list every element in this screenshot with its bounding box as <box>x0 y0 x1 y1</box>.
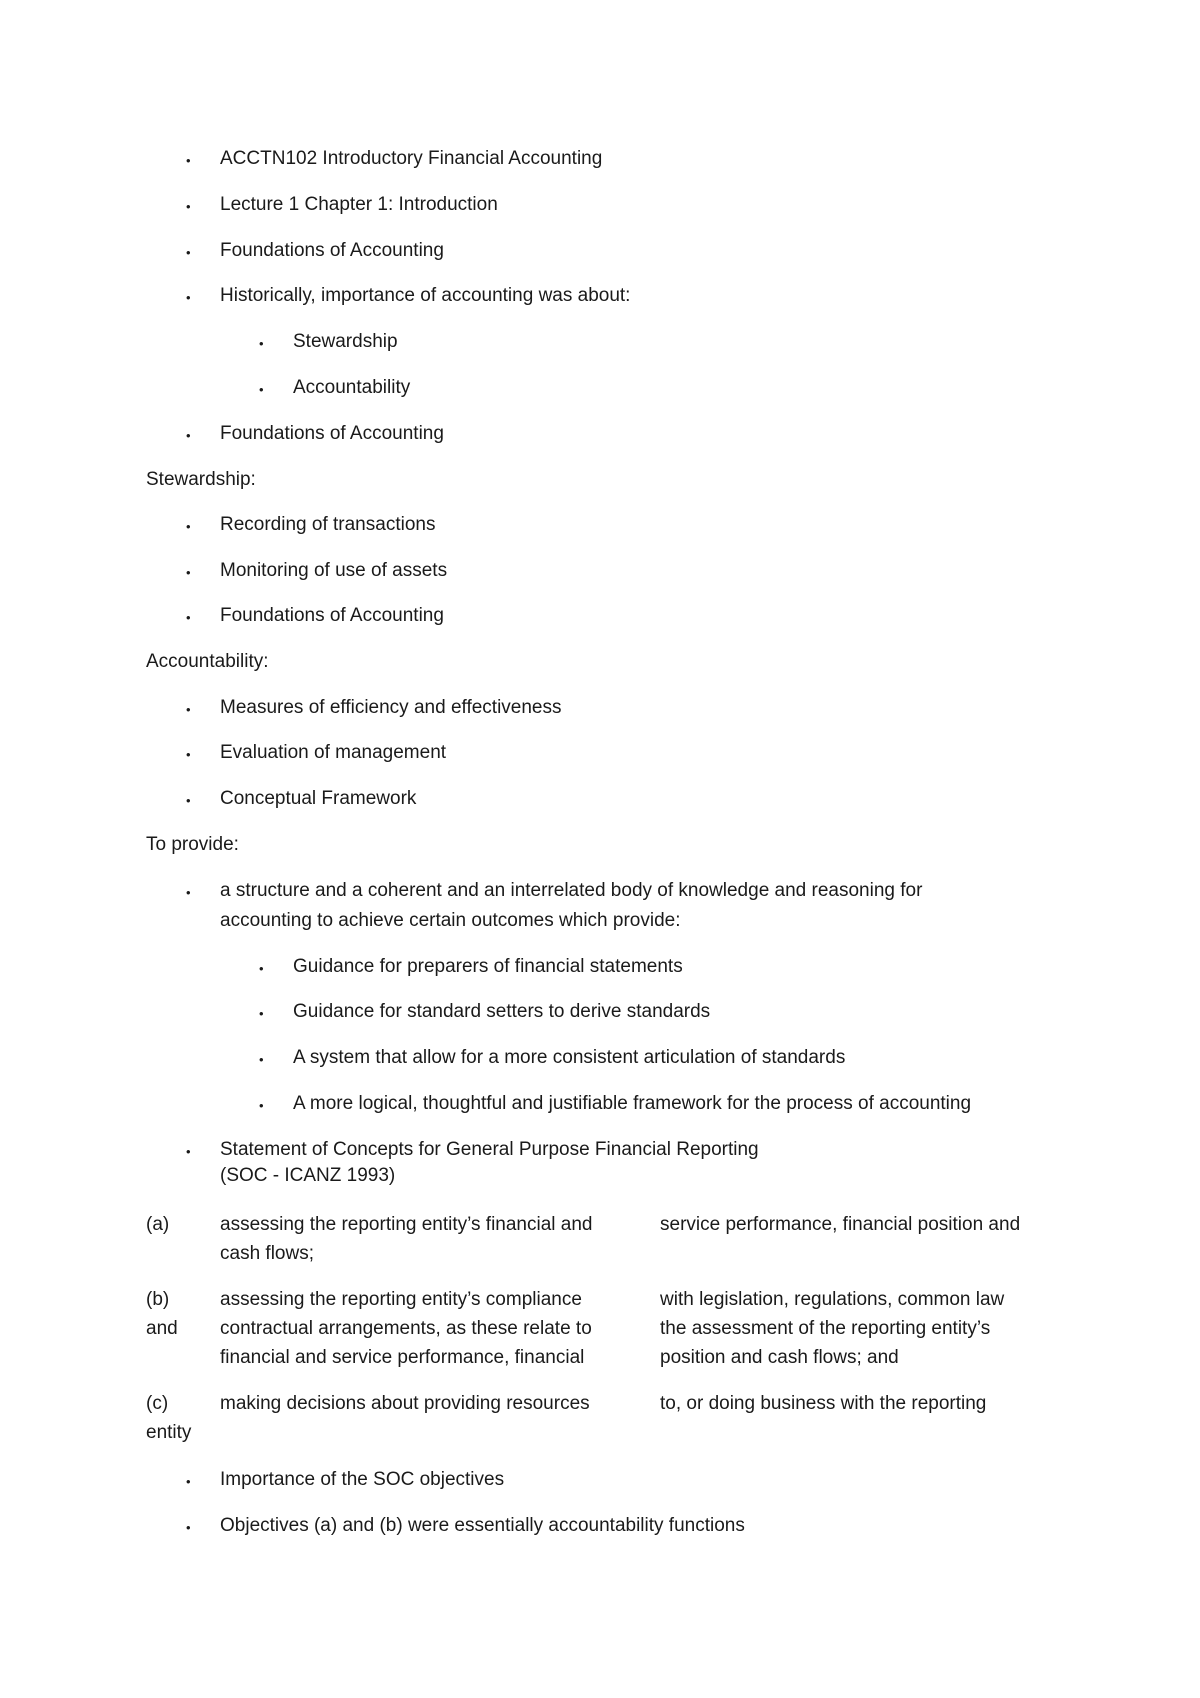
objective-b-col1-line3: financial and service performance, financial <box>220 1347 585 1368</box>
bullet-icon: • <box>259 1006 264 1021</box>
bullet-icon: • <box>186 565 191 580</box>
list-item-soc-importance: Importance of the SOC objectives <box>220 1469 505 1490</box>
bullet-icon: • <box>186 519 191 534</box>
objective-a-col2-line1: service performance, financial position and <box>660 1214 1021 1235</box>
bullet-icon: • <box>259 336 264 351</box>
list-item-measures: Measures of efficiency and effectiveness <box>220 697 562 718</box>
bullet-icon: • <box>259 382 264 397</box>
objective-b-col1-line1: assessing the reporting entity’s compliance <box>220 1289 582 1310</box>
sublist-item-logical-framework: A more logical, thoughtful and justifiable framework for the process of accounting <box>293 1093 972 1114</box>
list-item-historically: Historically, importance of accounting was about: <box>220 285 631 306</box>
objective-a-col1-line1: assessing the reporting entity’s financial and <box>220 1214 593 1235</box>
bullet-icon: • <box>259 1098 264 1113</box>
heading-accountability: Accountability: <box>146 651 269 672</box>
bullet-icon: • <box>186 1520 191 1535</box>
sublist-item-stewardship: Stewardship <box>293 331 398 352</box>
objective-c-col2-line1: to, or doing business with the reporting <box>660 1393 987 1414</box>
bullet-icon: • <box>186 153 191 168</box>
sublist-item-accountability: Accountability <box>293 377 411 398</box>
sublist-item-preparers: Guidance for preparers of financial statements <box>293 956 683 977</box>
list-item-objectives-ab: Objectives (a) and (b) were essentially accountability functions <box>220 1515 745 1536</box>
list-item-course-title: ACCTN102 Introductory Financial Accounting <box>220 148 603 169</box>
bullet-icon: • <box>186 610 191 625</box>
list-item-foundations: Foundations of Accounting <box>220 605 444 626</box>
objective-label-c: (c) <box>146 1393 169 1414</box>
list-item-structure-line1: a structure and a coherent and an interrelated body of knowledge and reasoning for <box>220 880 923 901</box>
list-item-foundations: Foundations of Accounting <box>220 240 444 261</box>
objective-b-col2-line3: position and cash flows; and <box>660 1347 899 1368</box>
bullet-icon: • <box>259 961 264 976</box>
list-item-lecture: Lecture 1 Chapter 1: Introduction <box>220 194 498 215</box>
list-item-conceptual-framework: Conceptual Framework <box>220 788 417 809</box>
heading-stewardship: Stewardship: <box>146 469 256 490</box>
bullet-icon: • <box>186 702 191 717</box>
list-item-foundations: Foundations of Accounting <box>220 423 444 444</box>
bullet-icon: • <box>186 1474 191 1489</box>
bullet-icon: • <box>186 290 191 305</box>
bullet-icon: • <box>186 245 191 260</box>
list-item-soc-line1: Statement of Concepts for General Purpose Financial Reporting <box>220 1139 759 1160</box>
objective-label-b-and: and <box>146 1318 178 1339</box>
objective-a-col1-line2: cash flows; <box>220 1243 314 1264</box>
list-item-monitoring: Monitoring of use of assets <box>220 560 448 581</box>
objective-label-c-entity: entity <box>146 1422 192 1443</box>
objective-b-col1-line2: contractual arrangements, as these relate to <box>220 1318 592 1339</box>
sublist-item-system: A system that allow for a more consistent articulation of standards <box>293 1047 846 1068</box>
bullet-icon: • <box>259 1052 264 1067</box>
bullet-icon: • <box>186 1144 191 1159</box>
objective-label-b: (b) <box>146 1289 170 1310</box>
bullet-icon: • <box>186 199 191 214</box>
objective-label-a: (a) <box>146 1214 170 1235</box>
objective-b-col2-line2: the assessment of the reporting entity’s <box>660 1318 991 1339</box>
list-item-recording: Recording of transactions <box>220 514 436 535</box>
objective-b-col2-line1: with legislation, regulations, common law <box>660 1289 1005 1310</box>
sublist-item-standard-setters: Guidance for standard setters to derive standards <box>293 1001 711 1022</box>
heading-to-provide: To provide: <box>146 834 239 855</box>
bullet-icon: • <box>186 793 191 808</box>
list-item-soc-line2: (SOC - ICANZ 1993) <box>220 1165 396 1186</box>
list-item-evaluation: Evaluation of management <box>220 742 447 763</box>
bullet-icon: • <box>186 747 191 762</box>
bullet-icon: • <box>186 428 191 443</box>
objective-c-col1-line1: making decisions about providing resources <box>220 1393 590 1414</box>
list-item-structure-line2: accounting to achieve certain outcomes which provide: <box>220 910 681 931</box>
bullet-icon: • <box>186 885 191 900</box>
